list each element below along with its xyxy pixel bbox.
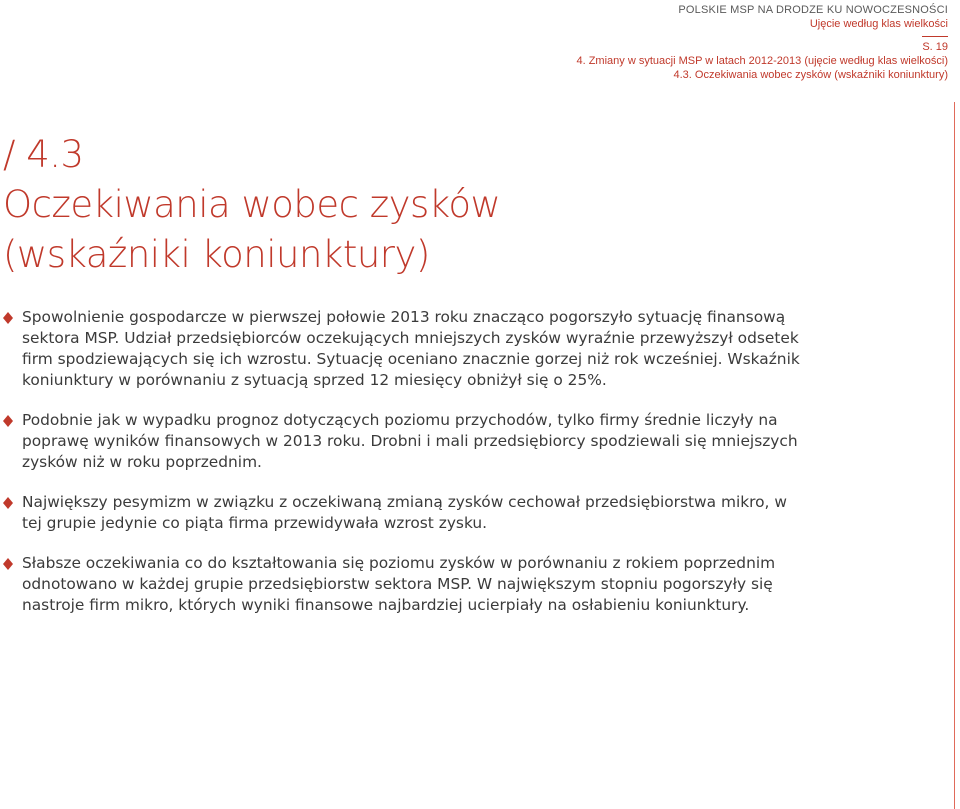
bullet-list (3, 307, 803, 635)
page-edge-rule (954, 102, 955, 809)
publication-title: POLSKIE MSP NA DRODZE KU NOWOCZESNOŚCI (678, 4, 948, 16)
diamond-bullet-icon (3, 558, 13, 570)
diamond-bullet-icon (3, 497, 13, 509)
list-item (3, 307, 803, 391)
header-location (576, 40, 948, 82)
header-divider (922, 36, 948, 37)
publication-subtitle: Ujęcie według klas wielkości (809, 18, 948, 30)
bullet-text: Największy pesymizm w związku z oczekiwaną zmianą zysków cechował przedsiębiorstwa mikro, w tej grupie jedynie co piąta firma przewidywała wzrost zysku. (22, 493, 787, 532)
page-number: S. 19 (922, 41, 948, 53)
list-item (3, 492, 803, 534)
section-title: 4.3. Oczekiwania wobec zysków (wskaźniki koniunktury) (673, 69, 948, 81)
chapter-title: 4. Zmiany w sytuacji MSP w latach 2012-2013 (ujęcie według klas wielkości) (576, 55, 948, 67)
bullet-text: Podobnie jak w wypadku prognoz dotyczących poziomu przychodów, tylko firmy średnie liczyły na poprawę wyników finansowych w 2013 roku. Drobni i mali przedsiębiorcy spodziewali się mniejszych zysków niż w roku poprzednim. (22, 411, 798, 471)
bullet-text: Słabsze oczekiwania co do kształtowania się poziomu zysków w porównaniu z rokiem poprzednim odnotowano w każdej grupie przedsiębiorstw sektora MSP. W największym stopniu pogorszyły się nastroje firm mikro, których wyniki finansowe najbardziej ucierpiały na osłabieniu koniunktury. (22, 554, 776, 614)
list-item (3, 410, 803, 473)
section-heading (3, 130, 500, 280)
section-heading-line-2: (wskaźniki koniunktury) (3, 233, 430, 276)
section-number: / 4.3 (3, 133, 84, 176)
diamond-bullet-icon (3, 415, 13, 427)
list-item (3, 553, 803, 616)
diamond-bullet-icon (3, 312, 13, 324)
running-header (678, 3, 948, 31)
bullet-text: Spowolnienie gospodarcze w pierwszej połowie 2013 roku znacząco pogorszyło sytuację finansową sektora MSP. Udział przedsiębiorców oczekujących mniejszych zysków wyraźnie przewyższył odsetek firm spodziewających się ich wzrostu. Sytuację oceniano znacznie gorzej niż rok wcześniej. Wskaźnik koniunktury w porównaniu z sytuacją sprzed 12 miesięcy obniżył się o 25%. (22, 308, 800, 389)
section-heading-line-1: Oczekiwania wobec zysków (3, 183, 501, 226)
